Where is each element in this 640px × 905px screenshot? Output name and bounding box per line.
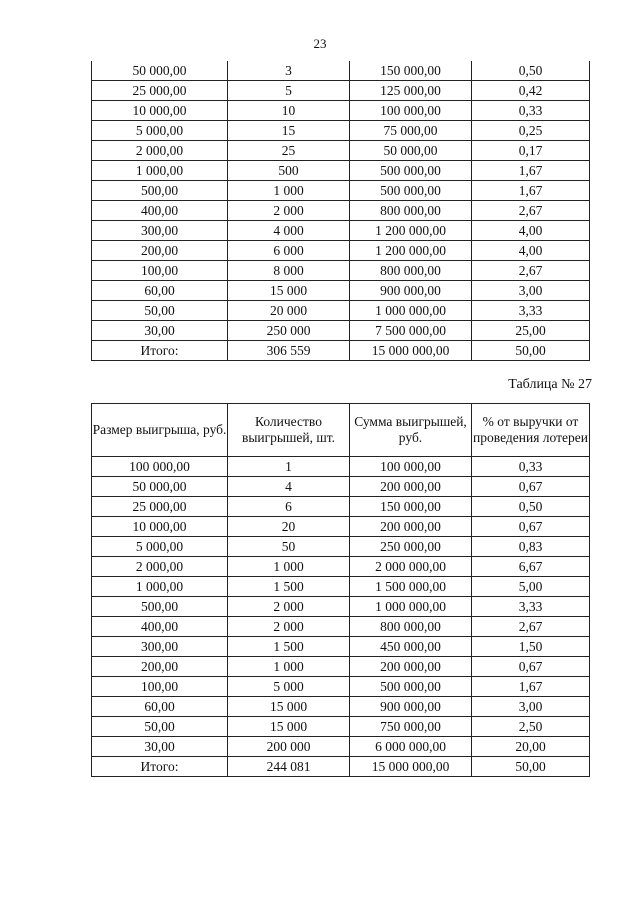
- cell-prize-count: 1 500: [228, 577, 350, 597]
- table-row: [92, 181, 590, 201]
- cell-revenue-percent: 2,67: [472, 201, 590, 221]
- cell-prize-sum: 15 000 000,00: [350, 341, 472, 361]
- cell-prize-count: 200 000: [228, 737, 350, 757]
- cell-prize-count: 244 081: [228, 757, 350, 777]
- table-row: [92, 597, 590, 617]
- cell-prize-count: 250 000: [228, 321, 350, 341]
- cell-revenue-percent: 50,00: [472, 341, 590, 361]
- cell-prize-sum: 75 000,00: [350, 121, 472, 141]
- cell-prize-amount: 50 000,00: [92, 61, 228, 81]
- cell-prize-count: 5: [228, 81, 350, 101]
- header-revenue-percent: % от выручки от проведения лотереи: [472, 404, 590, 457]
- cell-revenue-percent: 3,33: [472, 301, 590, 321]
- cell-prize-count: 25: [228, 141, 350, 161]
- cell-revenue-percent: 0,83: [472, 537, 590, 557]
- cell-prize-amount: 300,00: [92, 221, 228, 241]
- cell-prize-sum: 1 000 000,00: [350, 301, 472, 321]
- cell-prize-sum: 1 500 000,00: [350, 577, 472, 597]
- cell-prize-amount: 10 000,00: [92, 101, 228, 121]
- cell-prize-count: 10: [228, 101, 350, 121]
- cell-prize-count: 1: [228, 457, 350, 477]
- cell-prize-amount: Итого:: [92, 757, 228, 777]
- cell-prize-sum: 2 000 000,00: [350, 557, 472, 577]
- cell-revenue-percent: 0,67: [472, 477, 590, 497]
- cell-prize-amount: 50,00: [92, 301, 228, 321]
- cell-prize-amount: 100 000,00: [92, 457, 228, 477]
- cell-revenue-percent: 4,00: [472, 221, 590, 241]
- cell-prize-amount: 500,00: [92, 597, 228, 617]
- cell-prize-count: 1 000: [228, 557, 350, 577]
- table-row: [92, 201, 590, 221]
- cell-prize-count: 15 000: [228, 697, 350, 717]
- table-row: [92, 557, 590, 577]
- cell-prize-sum: 450 000,00: [350, 637, 472, 657]
- cell-prize-count: 306 559: [228, 341, 350, 361]
- cell-prize-count: 1 500: [228, 637, 350, 657]
- table-row: [92, 61, 590, 81]
- cell-prize-sum: 50 000,00: [350, 141, 472, 161]
- cell-revenue-percent: 0,50: [472, 61, 590, 81]
- cell-prize-count: 50: [228, 537, 350, 557]
- cell-revenue-percent: 1,67: [472, 161, 590, 181]
- cell-prize-sum: 250 000,00: [350, 537, 472, 557]
- table-row: [92, 657, 590, 677]
- table-row: [92, 81, 590, 101]
- cell-prize-amount: 500,00: [92, 181, 228, 201]
- cell-prize-sum: 900 000,00: [350, 281, 472, 301]
- cell-prize-amount: 5 000,00: [92, 121, 228, 141]
- cell-prize-sum: 800 000,00: [350, 617, 472, 637]
- table-row: [92, 477, 590, 497]
- cell-prize-sum: 200 000,00: [350, 477, 472, 497]
- table-row: [92, 577, 590, 597]
- cell-prize-sum: 15 000 000,00: [350, 757, 472, 777]
- cell-revenue-percent: 3,33: [472, 597, 590, 617]
- cell-prize-amount: 1 000,00: [92, 577, 228, 597]
- table-row: [92, 497, 590, 517]
- cell-prize-count: 20: [228, 517, 350, 537]
- table-row: [92, 241, 590, 261]
- table-header-row: [92, 404, 590, 457]
- cell-revenue-percent: 0,67: [472, 517, 590, 537]
- cell-prize-count: 15 000: [228, 281, 350, 301]
- cell-prize-count: 2 000: [228, 597, 350, 617]
- cell-prize-amount: 25 000,00: [92, 497, 228, 517]
- cell-prize-count: 15: [228, 121, 350, 141]
- cell-prize-sum: 750 000,00: [350, 717, 472, 737]
- cell-prize-amount: 100,00: [92, 677, 228, 697]
- table-row: [92, 737, 590, 757]
- cell-prize-count: 2 000: [228, 201, 350, 221]
- cell-revenue-percent: 2,50: [472, 717, 590, 737]
- table-row: [92, 121, 590, 141]
- cell-prize-count: 6: [228, 497, 350, 517]
- cell-prize-count: 5 000: [228, 677, 350, 697]
- table-total-row: [92, 757, 590, 777]
- cell-prize-amount: 400,00: [92, 201, 228, 221]
- table-row: [92, 261, 590, 281]
- cell-prize-sum: 7 500 000,00: [350, 321, 472, 341]
- cell-revenue-percent: 1,67: [472, 677, 590, 697]
- table-row: [92, 281, 590, 301]
- cell-prize-amount: 60,00: [92, 697, 228, 717]
- table-row: [92, 637, 590, 657]
- cell-revenue-percent: 0,33: [472, 457, 590, 477]
- cell-prize-amount: 5 000,00: [92, 537, 228, 557]
- table-row: [92, 301, 590, 321]
- cell-prize-count: 1 000: [228, 181, 350, 201]
- cell-revenue-percent: 50,00: [472, 757, 590, 777]
- cell-revenue-percent: 6,67: [472, 557, 590, 577]
- cell-prize-amount: 50,00: [92, 717, 228, 737]
- table-row: [92, 717, 590, 737]
- table-caption: Таблица № 27: [508, 377, 592, 392]
- cell-prize-sum: 100 000,00: [350, 457, 472, 477]
- prize-table-continued-body: [92, 61, 590, 361]
- cell-prize-sum: 125 000,00: [350, 81, 472, 101]
- cell-prize-amount: 400,00: [92, 617, 228, 637]
- cell-prize-count: 4: [228, 477, 350, 497]
- cell-prize-amount: 10 000,00: [92, 517, 228, 537]
- cell-prize-sum: 150 000,00: [350, 497, 472, 517]
- cell-prize-amount: 50 000,00: [92, 477, 228, 497]
- cell-prize-count: 8 000: [228, 261, 350, 281]
- cell-prize-sum: 900 000,00: [350, 697, 472, 717]
- cell-revenue-percent: 0,50: [472, 497, 590, 517]
- prize-table-27-body: [92, 457, 590, 777]
- cell-revenue-percent: 2,67: [472, 261, 590, 281]
- cell-prize-amount: 200,00: [92, 241, 228, 261]
- cell-prize-count: 15 000: [228, 717, 350, 737]
- cell-prize-count: 4 000: [228, 221, 350, 241]
- cell-revenue-percent: 1,50: [472, 637, 590, 657]
- cell-revenue-percent: 5,00: [472, 577, 590, 597]
- cell-revenue-percent: 1,67: [472, 181, 590, 201]
- cell-prize-amount: 100,00: [92, 261, 228, 281]
- cell-revenue-percent: 0,17: [472, 141, 590, 161]
- cell-prize-amount: 25 000,00: [92, 81, 228, 101]
- table-row: [92, 677, 590, 697]
- table-row: [92, 537, 590, 557]
- prize-table-27: [91, 403, 590, 777]
- header-prize-sum: Сумма выигрышей, руб.: [350, 404, 472, 457]
- table-row: [92, 101, 590, 121]
- cell-prize-count: 20 000: [228, 301, 350, 321]
- cell-revenue-percent: 0,67: [472, 657, 590, 677]
- cell-prize-amount: 200,00: [92, 657, 228, 677]
- cell-prize-amount: 1 000,00: [92, 161, 228, 181]
- cell-prize-amount: Итого:: [92, 341, 228, 361]
- cell-prize-sum: 800 000,00: [350, 201, 472, 221]
- cell-prize-amount: 2 000,00: [92, 557, 228, 577]
- cell-prize-sum: 1 000 000,00: [350, 597, 472, 617]
- cell-prize-count: 3: [228, 61, 350, 81]
- cell-prize-sum: 500 000,00: [350, 677, 472, 697]
- cell-prize-sum: 100 000,00: [350, 101, 472, 121]
- cell-prize-count: 500: [228, 161, 350, 181]
- cell-prize-count: 6 000: [228, 241, 350, 261]
- cell-prize-count: 2 000: [228, 617, 350, 637]
- prize-table-continued: [91, 61, 590, 361]
- cell-prize-count: 1 000: [228, 657, 350, 677]
- cell-prize-sum: 6 000 000,00: [350, 737, 472, 757]
- cell-prize-sum: 500 000,00: [350, 161, 472, 181]
- cell-prize-sum: 150 000,00: [350, 61, 472, 81]
- cell-revenue-percent: 0,42: [472, 81, 590, 101]
- cell-prize-sum: 1 200 000,00: [350, 241, 472, 261]
- cell-prize-amount: 30,00: [92, 321, 228, 341]
- cell-revenue-percent: 0,33: [472, 101, 590, 121]
- table-row: [92, 221, 590, 241]
- table-row: [92, 161, 590, 181]
- table-row: [92, 457, 590, 477]
- table-total-row: [92, 341, 590, 361]
- cell-prize-amount: 300,00: [92, 637, 228, 657]
- table-row: [92, 617, 590, 637]
- header-prize-count: Количество выигрышей, шт.: [228, 404, 350, 457]
- cell-prize-amount: 30,00: [92, 737, 228, 757]
- table-row: [92, 141, 590, 161]
- header-prize-amount: Размер выигрыша, руб.: [92, 404, 228, 457]
- cell-prize-amount: 2 000,00: [92, 141, 228, 161]
- cell-prize-amount: 60,00: [92, 281, 228, 301]
- cell-prize-sum: 800 000,00: [350, 261, 472, 281]
- table-row: [92, 321, 590, 341]
- cell-prize-sum: 200 000,00: [350, 657, 472, 677]
- cell-prize-sum: 200 000,00: [350, 517, 472, 537]
- cell-revenue-percent: 3,00: [472, 281, 590, 301]
- table-row: [92, 517, 590, 537]
- cell-revenue-percent: 25,00: [472, 321, 590, 341]
- cell-revenue-percent: 20,00: [472, 737, 590, 757]
- cell-prize-sum: 500 000,00: [350, 181, 472, 201]
- cell-revenue-percent: 0,25: [472, 121, 590, 141]
- cell-prize-sum: 1 200 000,00: [350, 221, 472, 241]
- page-number: 23: [313, 36, 327, 51]
- cell-revenue-percent: 3,00: [472, 697, 590, 717]
- table-row: [92, 697, 590, 717]
- cell-revenue-percent: 2,67: [472, 617, 590, 637]
- cell-revenue-percent: 4,00: [472, 241, 590, 261]
